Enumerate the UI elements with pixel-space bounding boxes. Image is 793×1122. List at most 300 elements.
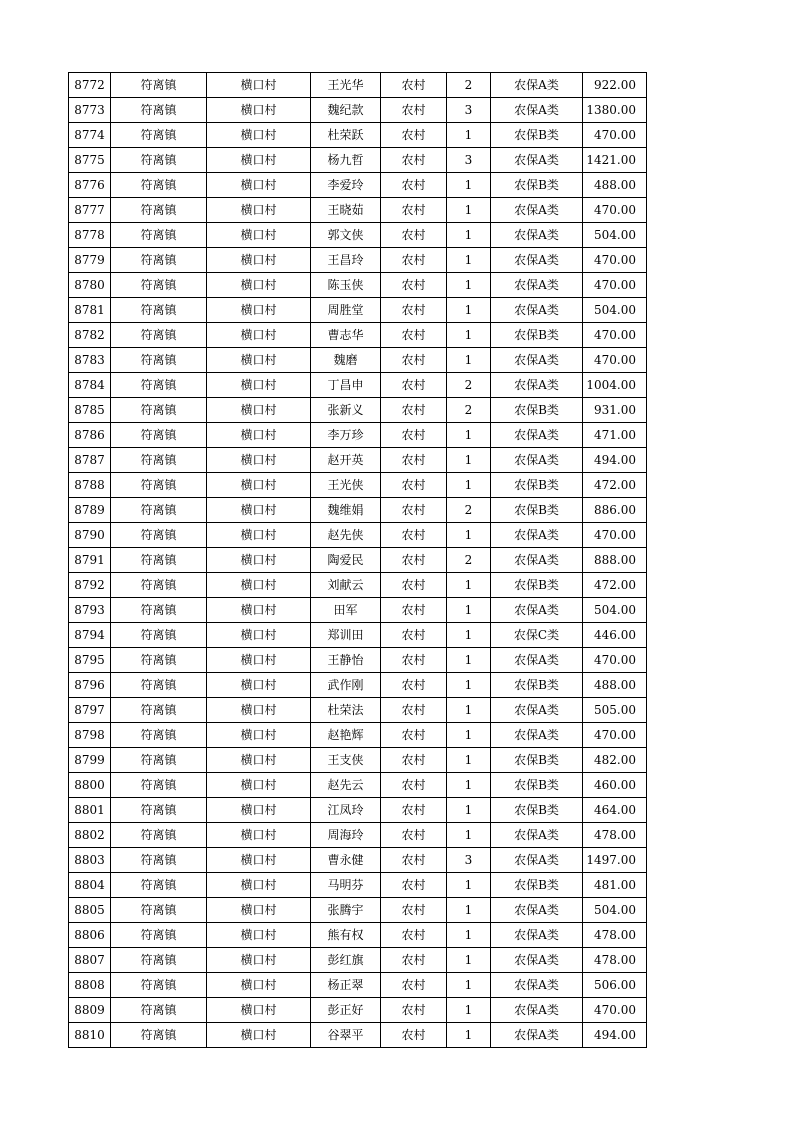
category-cell: 农保A类: [491, 698, 583, 723]
village-cell: 横口村: [207, 823, 311, 848]
amount-cell: 470.00: [583, 523, 647, 548]
table-row: [69, 348, 647, 373]
household-type-cell: 农村: [381, 98, 447, 123]
record-id-cell: 8809: [69, 998, 111, 1023]
category-cell: 农保B类: [491, 773, 583, 798]
name-cell: 赵开英: [311, 448, 381, 473]
record-id-cell: 8803: [69, 848, 111, 873]
category-cell: 农保A类: [491, 948, 583, 973]
record-id-cell: 8776: [69, 173, 111, 198]
town-cell: 符离镇: [111, 348, 207, 373]
record-id-cell: 8789: [69, 498, 111, 523]
record-id-cell: 8782: [69, 323, 111, 348]
member-count-cell: 1: [447, 723, 491, 748]
member-count-cell: 1: [447, 323, 491, 348]
name-cell: 杜荣跃: [311, 123, 381, 148]
village-cell: 横口村: [207, 523, 311, 548]
table-row: [69, 898, 647, 923]
name-cell: 周胜堂: [311, 298, 381, 323]
record-id-cell: 8792: [69, 573, 111, 598]
category-cell: 农保A类: [491, 348, 583, 373]
household-type-cell: 农村: [381, 223, 447, 248]
category-cell: 农保B类: [491, 398, 583, 423]
member-count-cell: 2: [447, 73, 491, 98]
table-row: [69, 673, 647, 698]
name-cell: 赵先云: [311, 773, 381, 798]
name-cell: 曹志华: [311, 323, 381, 348]
household-type-cell: 农村: [381, 373, 447, 398]
category-cell: 农保B类: [491, 498, 583, 523]
name-cell: 江凤玲: [311, 798, 381, 823]
household-type-cell: 农村: [381, 573, 447, 598]
member-count-cell: 1: [447, 973, 491, 998]
town-cell: 符离镇: [111, 598, 207, 623]
town-cell: 符离镇: [111, 548, 207, 573]
category-cell: 农保A类: [491, 923, 583, 948]
record-id-cell: 8802: [69, 823, 111, 848]
village-cell: 横口村: [207, 998, 311, 1023]
village-cell: 横口村: [207, 223, 311, 248]
record-id-cell: 8779: [69, 248, 111, 273]
table-row: [69, 873, 647, 898]
name-cell: 赵艳辉: [311, 723, 381, 748]
member-count-cell: 1: [447, 923, 491, 948]
town-cell: 符离镇: [111, 273, 207, 298]
town-cell: 符离镇: [111, 223, 207, 248]
household-type-cell: 农村: [381, 798, 447, 823]
household-type-cell: 农村: [381, 773, 447, 798]
record-id-cell: 8796: [69, 673, 111, 698]
record-id-cell: 8786: [69, 423, 111, 448]
member-count-cell: 1: [447, 248, 491, 273]
name-cell: 杜荣法: [311, 698, 381, 723]
record-id-cell: 8780: [69, 273, 111, 298]
village-cell: 横口村: [207, 848, 311, 873]
village-cell: 横口村: [207, 348, 311, 373]
record-id-cell: 8788: [69, 473, 111, 498]
amount-cell: 470.00: [583, 273, 647, 298]
table-row: [69, 823, 647, 848]
table-row: [69, 773, 647, 798]
name-cell: 张新义: [311, 398, 381, 423]
record-id-cell: 8801: [69, 798, 111, 823]
amount-cell: 505.00: [583, 698, 647, 723]
table-row: [69, 973, 647, 998]
name-cell: 赵先侠: [311, 523, 381, 548]
village-cell: 横口村: [207, 1023, 311, 1048]
name-cell: 王光侠: [311, 473, 381, 498]
town-cell: 符离镇: [111, 323, 207, 348]
member-count-cell: 1: [447, 748, 491, 773]
name-cell: 张腾宇: [311, 898, 381, 923]
category-cell: 农保B类: [491, 323, 583, 348]
amount-cell: 470.00: [583, 123, 647, 148]
village-cell: 横口村: [207, 673, 311, 698]
category-cell: 农保B类: [491, 673, 583, 698]
village-cell: 横口村: [207, 898, 311, 923]
category-cell: 农保B类: [491, 873, 583, 898]
name-cell: 杨正翠: [311, 973, 381, 998]
village-cell: 横口村: [207, 873, 311, 898]
village-cell: 横口村: [207, 148, 311, 173]
table-row: [69, 123, 647, 148]
record-id-cell: 8799: [69, 748, 111, 773]
member-count-cell: 1: [447, 598, 491, 623]
category-cell: 农保B类: [491, 123, 583, 148]
category-cell: 农保A类: [491, 273, 583, 298]
category-cell: 农保A类: [491, 898, 583, 923]
town-cell: 符离镇: [111, 898, 207, 923]
category-cell: 农保A类: [491, 823, 583, 848]
name-cell: 王光华: [311, 73, 381, 98]
record-id-cell: 8781: [69, 298, 111, 323]
town-cell: 符离镇: [111, 523, 207, 548]
name-cell: 郭文侠: [311, 223, 381, 248]
table-row: [69, 423, 647, 448]
table-row: [69, 798, 647, 823]
amount-cell: 488.00: [583, 173, 647, 198]
record-id-cell: 8805: [69, 898, 111, 923]
record-id-cell: 8798: [69, 723, 111, 748]
name-cell: 王支侠: [311, 748, 381, 773]
category-cell: 农保A类: [491, 1023, 583, 1048]
town-cell: 符离镇: [111, 123, 207, 148]
name-cell: 郑训田: [311, 623, 381, 648]
records-table-body: [69, 73, 647, 1048]
town-cell: 符离镇: [111, 248, 207, 273]
amount-cell: 1421.00: [583, 148, 647, 173]
table-row: [69, 948, 647, 973]
name-cell: 刘献云: [311, 573, 381, 598]
amount-cell: 506.00: [583, 973, 647, 998]
village-cell: 横口村: [207, 423, 311, 448]
table-row: [69, 748, 647, 773]
village-cell: 横口村: [207, 698, 311, 723]
name-cell: 陈玉侠: [311, 273, 381, 298]
village-cell: 横口村: [207, 123, 311, 148]
household-type-cell: 农村: [381, 348, 447, 373]
household-type-cell: 农村: [381, 873, 447, 898]
name-cell: 熊有权: [311, 923, 381, 948]
record-id-cell: 8800: [69, 773, 111, 798]
table-row: [69, 198, 647, 223]
town-cell: 符离镇: [111, 823, 207, 848]
village-cell: 横口村: [207, 73, 311, 98]
category-cell: 农保A类: [491, 373, 583, 398]
village-cell: 横口村: [207, 723, 311, 748]
village-cell: 横口村: [207, 173, 311, 198]
town-cell: 符离镇: [111, 398, 207, 423]
town-cell: 符离镇: [111, 648, 207, 673]
household-type-cell: 农村: [381, 673, 447, 698]
amount-cell: 460.00: [583, 773, 647, 798]
town-cell: 符离镇: [111, 923, 207, 948]
village-cell: 横口村: [207, 498, 311, 523]
category-cell: 农保C类: [491, 623, 583, 648]
record-id-cell: 8810: [69, 1023, 111, 1048]
member-count-cell: 1: [447, 823, 491, 848]
category-cell: 农保A类: [491, 223, 583, 248]
category-cell: 农保A类: [491, 998, 583, 1023]
member-count-cell: 1: [447, 198, 491, 223]
member-count-cell: 1: [447, 623, 491, 648]
village-cell: 横口村: [207, 298, 311, 323]
town-cell: 符离镇: [111, 573, 207, 598]
table-row: [69, 548, 647, 573]
town-cell: 符离镇: [111, 798, 207, 823]
member-count-cell: 1: [447, 223, 491, 248]
household-type-cell: 农村: [381, 198, 447, 223]
name-cell: 武作刚: [311, 673, 381, 698]
table-row: [69, 148, 647, 173]
household-type-cell: 农村: [381, 973, 447, 998]
town-cell: 符离镇: [111, 373, 207, 398]
village-cell: 横口村: [207, 198, 311, 223]
town-cell: 符离镇: [111, 298, 207, 323]
village-cell: 横口村: [207, 923, 311, 948]
village-cell: 横口村: [207, 548, 311, 573]
member-count-cell: 1: [447, 298, 491, 323]
household-type-cell: 农村: [381, 598, 447, 623]
record-id-cell: 8807: [69, 948, 111, 973]
household-type-cell: 农村: [381, 173, 447, 198]
household-type-cell: 农村: [381, 123, 447, 148]
town-cell: 符离镇: [111, 623, 207, 648]
member-count-cell: 1: [447, 948, 491, 973]
town-cell: 符离镇: [111, 873, 207, 898]
amount-cell: 478.00: [583, 823, 647, 848]
household-type-cell: 农村: [381, 548, 447, 573]
member-count-cell: 1: [447, 473, 491, 498]
amount-cell: 1004.00: [583, 373, 647, 398]
record-id-cell: 8808: [69, 973, 111, 998]
category-cell: 农保A类: [491, 98, 583, 123]
household-type-cell: 农村: [381, 323, 447, 348]
amount-cell: 504.00: [583, 598, 647, 623]
member-count-cell: 2: [447, 548, 491, 573]
town-cell: 符离镇: [111, 773, 207, 798]
household-type-cell: 农村: [381, 248, 447, 273]
village-cell: 横口村: [207, 398, 311, 423]
record-id-cell: 8773: [69, 98, 111, 123]
member-count-cell: 1: [447, 523, 491, 548]
category-cell: 农保A类: [491, 598, 583, 623]
household-type-cell: 农村: [381, 298, 447, 323]
household-type-cell: 农村: [381, 623, 447, 648]
category-cell: 农保A类: [491, 423, 583, 448]
member-count-cell: 1: [447, 873, 491, 898]
amount-cell: 481.00: [583, 873, 647, 898]
town-cell: 符离镇: [111, 198, 207, 223]
household-type-cell: 农村: [381, 448, 447, 473]
member-count-cell: 3: [447, 848, 491, 873]
town-cell: 符离镇: [111, 848, 207, 873]
record-id-cell: 8778: [69, 223, 111, 248]
town-cell: 符离镇: [111, 423, 207, 448]
member-count-cell: 1: [447, 123, 491, 148]
amount-cell: 931.00: [583, 398, 647, 423]
table-row: [69, 298, 647, 323]
member-count-cell: 1: [447, 648, 491, 673]
table-row: [69, 273, 647, 298]
category-cell: 农保A类: [491, 548, 583, 573]
town-cell: 符离镇: [111, 473, 207, 498]
table-row: [69, 573, 647, 598]
table-row: [69, 323, 647, 348]
household-type-cell: 农村: [381, 1023, 447, 1048]
record-id-cell: 8794: [69, 623, 111, 648]
member-count-cell: 1: [447, 898, 491, 923]
member-count-cell: 2: [447, 373, 491, 398]
amount-cell: 471.00: [583, 423, 647, 448]
table-row: [69, 473, 647, 498]
member-count-cell: 2: [447, 398, 491, 423]
village-cell: 横口村: [207, 773, 311, 798]
household-type-cell: 农村: [381, 923, 447, 948]
record-id-cell: 8775: [69, 148, 111, 173]
name-cell: 杨九哲: [311, 148, 381, 173]
member-count-cell: 1: [447, 1023, 491, 1048]
village-cell: 横口村: [207, 648, 311, 673]
record-id-cell: 8806: [69, 923, 111, 948]
village-cell: 横口村: [207, 373, 311, 398]
household-type-cell: 农村: [381, 898, 447, 923]
amount-cell: 494.00: [583, 448, 647, 473]
town-cell: 符离镇: [111, 698, 207, 723]
records-table: [68, 72, 647, 1048]
household-type-cell: 农村: [381, 148, 447, 173]
record-id-cell: 8783: [69, 348, 111, 373]
amount-cell: 922.00: [583, 73, 647, 98]
village-cell: 横口村: [207, 248, 311, 273]
village-cell: 横口村: [207, 623, 311, 648]
member-count-cell: 3: [447, 98, 491, 123]
table-row: [69, 723, 647, 748]
record-id-cell: 8777: [69, 198, 111, 223]
category-cell: 农保A类: [491, 448, 583, 473]
household-type-cell: 农村: [381, 73, 447, 98]
amount-cell: 888.00: [583, 548, 647, 573]
member-count-cell: 1: [447, 673, 491, 698]
village-cell: 横口村: [207, 98, 311, 123]
category-cell: 农保B类: [491, 798, 583, 823]
category-cell: 农保A类: [491, 148, 583, 173]
amount-cell: 470.00: [583, 998, 647, 1023]
name-cell: 马明芬: [311, 873, 381, 898]
amount-cell: 472.00: [583, 573, 647, 598]
household-type-cell: 农村: [381, 423, 447, 448]
name-cell: 李万珍: [311, 423, 381, 448]
category-cell: 农保A类: [491, 973, 583, 998]
category-cell: 农保A类: [491, 248, 583, 273]
town-cell: 符离镇: [111, 173, 207, 198]
village-cell: 横口村: [207, 748, 311, 773]
village-cell: 横口村: [207, 573, 311, 598]
amount-cell: 478.00: [583, 948, 647, 973]
member-count-cell: 1: [447, 698, 491, 723]
member-count-cell: 1: [447, 273, 491, 298]
table-row: [69, 98, 647, 123]
amount-cell: 470.00: [583, 648, 647, 673]
table-row: [69, 398, 647, 423]
record-id-cell: 8795: [69, 648, 111, 673]
table-row: [69, 998, 647, 1023]
record-id-cell: 8793: [69, 598, 111, 623]
village-cell: 横口村: [207, 448, 311, 473]
name-cell: 陶爱民: [311, 548, 381, 573]
table-row: [69, 623, 647, 648]
household-type-cell: 农村: [381, 948, 447, 973]
town-cell: 符离镇: [111, 73, 207, 98]
member-count-cell: 1: [447, 998, 491, 1023]
name-cell: 王晓茹: [311, 198, 381, 223]
town-cell: 符离镇: [111, 448, 207, 473]
household-type-cell: 农村: [381, 398, 447, 423]
member-count-cell: 1: [447, 173, 491, 198]
record-id-cell: 8790: [69, 523, 111, 548]
table-row: [69, 698, 647, 723]
village-cell: 横口村: [207, 323, 311, 348]
household-type-cell: 农村: [381, 473, 447, 498]
amount-cell: 886.00: [583, 498, 647, 523]
town-cell: 符离镇: [111, 498, 207, 523]
member-count-cell: 1: [447, 773, 491, 798]
amount-cell: 470.00: [583, 723, 647, 748]
category-cell: 农保B类: [491, 173, 583, 198]
town-cell: 符离镇: [111, 998, 207, 1023]
amount-cell: 488.00: [583, 673, 647, 698]
table-row: [69, 373, 647, 398]
record-id-cell: 8791: [69, 548, 111, 573]
amount-cell: 470.00: [583, 348, 647, 373]
table-row: [69, 923, 647, 948]
village-cell: 横口村: [207, 598, 311, 623]
amount-cell: 482.00: [583, 748, 647, 773]
amount-cell: 472.00: [583, 473, 647, 498]
household-type-cell: 农村: [381, 823, 447, 848]
record-id-cell: 8797: [69, 698, 111, 723]
table-row: [69, 73, 647, 98]
category-cell: 农保A类: [491, 723, 583, 748]
member-count-cell: 1: [447, 448, 491, 473]
amount-cell: 464.00: [583, 798, 647, 823]
household-type-cell: 农村: [381, 648, 447, 673]
household-type-cell: 农村: [381, 998, 447, 1023]
household-type-cell: 农村: [381, 698, 447, 723]
name-cell: 周海玲: [311, 823, 381, 848]
amount-cell: 1497.00: [583, 848, 647, 873]
name-cell: 田军: [311, 598, 381, 623]
town-cell: 符离镇: [111, 948, 207, 973]
town-cell: 符离镇: [111, 1023, 207, 1048]
household-type-cell: 农村: [381, 498, 447, 523]
member-count-cell: 1: [447, 348, 491, 373]
household-type-cell: 农村: [381, 273, 447, 298]
table-row: [69, 598, 647, 623]
village-cell: 横口村: [207, 473, 311, 498]
town-cell: 符离镇: [111, 973, 207, 998]
table-row: [69, 1023, 647, 1048]
amount-cell: 504.00: [583, 898, 647, 923]
table-row: [69, 248, 647, 273]
village-cell: 横口村: [207, 798, 311, 823]
member-count-cell: 3: [447, 148, 491, 173]
amount-cell: 504.00: [583, 298, 647, 323]
category-cell: 农保A类: [491, 648, 583, 673]
table-row: [69, 173, 647, 198]
record-id-cell: 8787: [69, 448, 111, 473]
name-cell: 王静怡: [311, 648, 381, 673]
